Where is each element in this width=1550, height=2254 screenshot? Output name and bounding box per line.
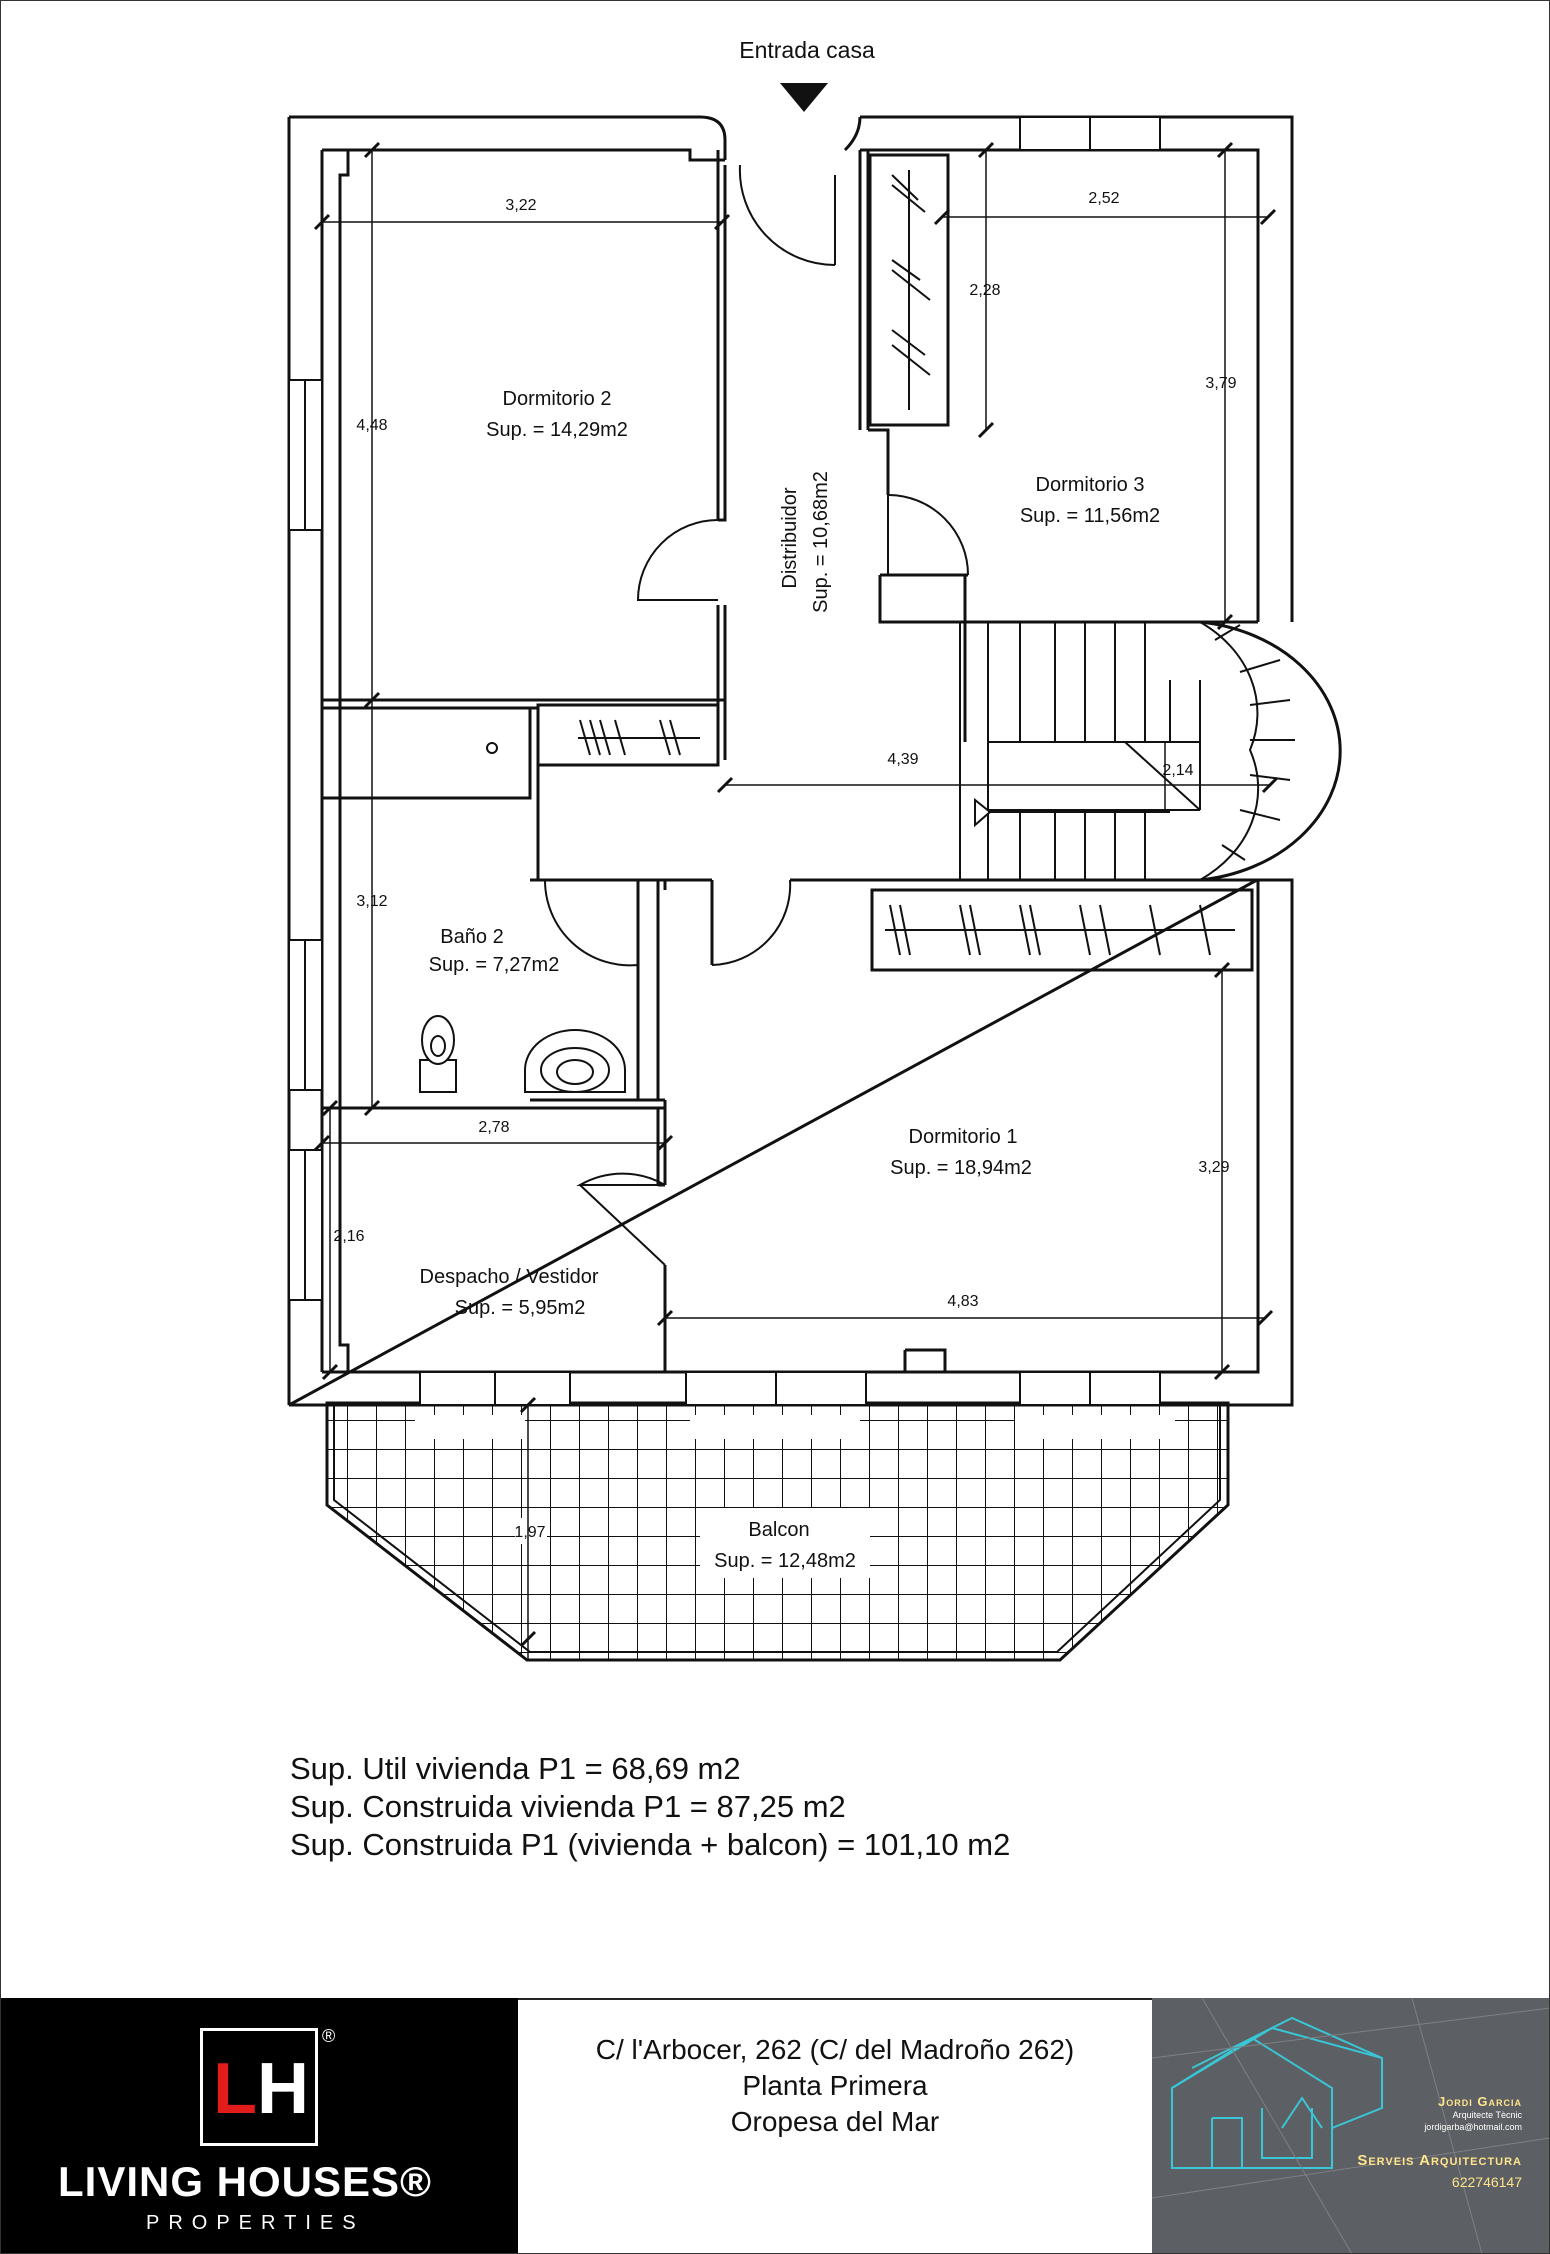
architect-name: Jordi Garcia (1438, 2094, 1522, 2109)
logo-letter-h: H (257, 2049, 309, 2129)
closet-hangers (578, 170, 1235, 955)
room-bano2-area: Sup. = 7,27m2 (428, 954, 560, 976)
room-despacho-name: Despacho / Vestidor (419, 1266, 599, 1288)
room-despacho-area: Sup. = 5,95m2 (454, 1297, 586, 1319)
dim-d3-closet: 2,28 (969, 282, 1001, 299)
dim-d3-height: 3,79 (1205, 375, 1237, 392)
left-windows (289, 380, 322, 1300)
architect-email: jordigarba@hotmail.com (1424, 2122, 1522, 2132)
architect-firm: Serveis Arquitectura (1357, 2152, 1522, 2169)
staircase (960, 622, 1340, 880)
dim-despacho-width: 2,78 (478, 1119, 510, 1136)
bathroom-fixtures (420, 743, 625, 1092)
dim-d1-height: 3,29 (1198, 1159, 1230, 1176)
room-dormitorio2-area: Sup. = 14,29m2 (486, 419, 628, 441)
outer-walls (289, 117, 1292, 1405)
area-summary (290, 1750, 1010, 1864)
room-dormitorio3-area: Sup. = 11,56m2 (1019, 505, 1161, 527)
registered-mark: ® (322, 2026, 336, 2046)
dim-d3-width: 2,52 (1088, 190, 1120, 207)
architect-card (1152, 1998, 1550, 2254)
address-town: Oropesa del Mar (730, 2106, 940, 2137)
entrance-arrow (780, 83, 828, 112)
top-window (1020, 117, 1160, 150)
dim-balcon-depth: 1,97 (514, 1524, 546, 1541)
architect-phone: 622746147 (1451, 2174, 1522, 2190)
dim-despacho-height: 2,16 (333, 1228, 365, 1245)
summary-useful-area: Sup. Util vivienda P1 = 68,69 m2 (290, 1751, 741, 1786)
living-houses-logo (0, 1998, 518, 2254)
address-street: C/ l'Arbocer, 262 (C/ del Madroño 262) (595, 2034, 1075, 2065)
dim-d1-width: 4,83 (947, 1293, 979, 1310)
room-distribuidor-area: Sup. = 10,68m2 (810, 471, 832, 613)
footer (0, 1998, 1550, 2254)
brand-subtitle: PROPERTIES (146, 2212, 365, 2234)
room-balcon-name: Balcon (748, 1519, 810, 1541)
address-block (518, 1998, 1152, 2254)
room-distribuidor-name: Distribuidor (779, 487, 801, 589)
room-dormitorio1-area: Sup. = 18,94m2 (890, 1157, 1032, 1179)
logo-letter-l: L (213, 2049, 257, 2129)
dim-distribuidor-width: 4,39 (887, 751, 919, 768)
lh-logo-mark (200, 2028, 318, 2146)
room-balcon-area: Sup. = 12,48m2 (714, 1550, 856, 1572)
architect-title: Arquitecte Tècnic (1452, 2110, 1522, 2120)
dim-d2-height: 4,48 (356, 417, 388, 434)
summary-built-area: Sup. Construida vivienda P1 = 87,25 m2 (290, 1789, 846, 1824)
dim-bano-height: 3,12 (356, 893, 388, 910)
room-dormitorio3-name: Dormitorio 3 (1035, 474, 1145, 496)
dim-d2-width: 3,22 (505, 197, 537, 214)
brand-name: LIVING HOUSES® (58, 2158, 432, 2205)
interior-walls (322, 150, 1258, 1372)
summary-total-built-area: Sup. Construida P1 (vivienda + balcon) = 101,10 m2 (290, 1827, 1011, 1862)
entrance-label: Entrada casa (739, 37, 875, 63)
room-dormitorio1-name: Dormitorio 1 (908, 1126, 1018, 1148)
room-dormitorio2-name: Dormitorio 2 (502, 388, 612, 410)
dim-stair-width: 2,14 (1162, 762, 1194, 779)
address-floor: Planta Primera (742, 2070, 928, 2101)
room-bano2-name: Baño 2 (440, 926, 504, 948)
